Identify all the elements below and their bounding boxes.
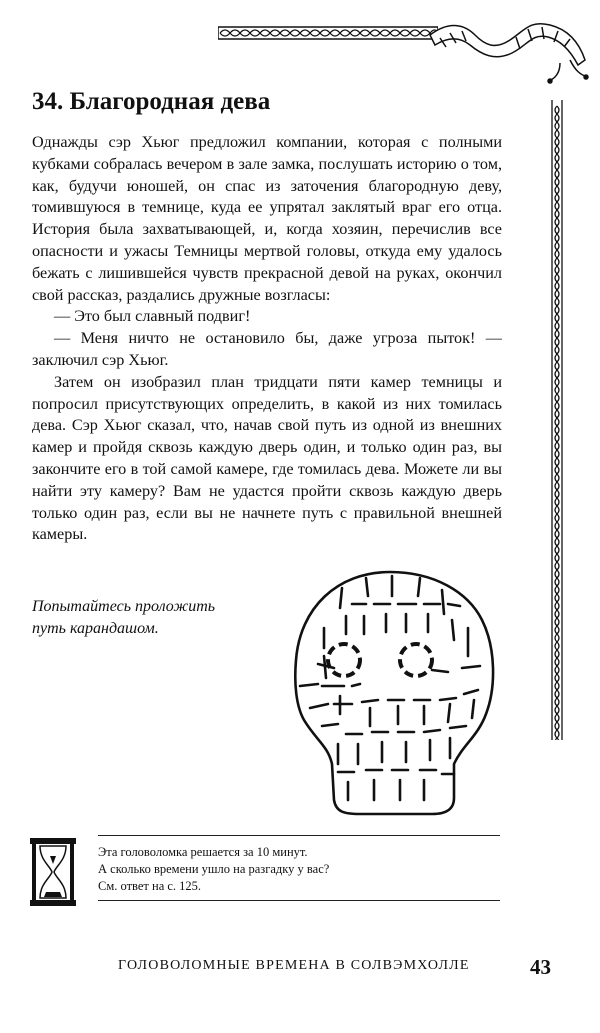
pencil-hint bbox=[32, 596, 215, 640]
puzzle-text bbox=[32, 132, 502, 546]
timer-line-answer-ref: См. ответ на с. 125. bbox=[98, 879, 202, 893]
right-eye-chamber bbox=[400, 644, 432, 676]
puzzle-title: 34. Благородная дева bbox=[32, 88, 271, 115]
hourglass-icon bbox=[28, 836, 78, 908]
left-eye-chamber bbox=[328, 644, 360, 676]
running-title: ГОЛОВОЛОМНЫЕ ВРЕМЕНА В СОЛВЭМХОЛЛЕ bbox=[118, 958, 470, 973]
skull-dungeon-maze[interactable] bbox=[282, 568, 502, 818]
hint-line-2: путь карандашом. bbox=[32, 620, 159, 637]
hint-line-1: Попытайтесь проложить bbox=[32, 598, 216, 615]
top-ornament-border bbox=[218, 25, 438, 41]
paragraph-intro: Однажды сэр Хьюг предложил компании, которая с полными кубками собралась вечером в зале замка, послушать историю о том, как, будучи юношей, он спас из заточения благородную деву, томившуюся в темнице, куда ее упрятал заклятый враг его отца. История была захватывающей, и, когда хозяин, перечислив все опасности и ужасы Темницы мертвой головы, откуда ему удалось бежать с лишившейся чувств прекрасной девой на руках, окончил свой рассказ, раздались дружные возгласы: bbox=[32, 133, 502, 304]
paragraph-exclamation: — Это был славный подвиг! bbox=[54, 307, 251, 326]
ribbon-ornament bbox=[420, 5, 590, 85]
timer-line-time: Эта головоломка решается за 10 минут. bbox=[98, 845, 308, 859]
timer-box bbox=[98, 844, 329, 895]
paragraph-task: Затем он изобразил план тридцати пяти камер темницы и попросил присутствующих определить, в какой из них томилась дева. Сэр Хьюг сказал, что, начав свой путь из одной из внешних камер и пройдя сквозь каждую дверь один, и только один раз, вы закончите его в той самой камере, где томилась дева. Можете ли вы найти эту камеру? Вам не удастся пройти сквозь каждую дверь только один раз, если вы не начнете путь с правильной внешней камеры. bbox=[32, 372, 502, 544]
timer-line-question: А сколько времени ушло на разгадку у вас? bbox=[98, 862, 330, 876]
paragraph-sir-hugh-quote: — Меня ничто не остановило бы, даже угроза пыток! — заключил сэр Хьюг. bbox=[32, 329, 502, 369]
timer-box-top-rule bbox=[98, 835, 500, 836]
timer-box-bottom-rule bbox=[98, 900, 500, 901]
side-ornament-border bbox=[548, 100, 566, 740]
page-number: 43 bbox=[530, 955, 551, 979]
